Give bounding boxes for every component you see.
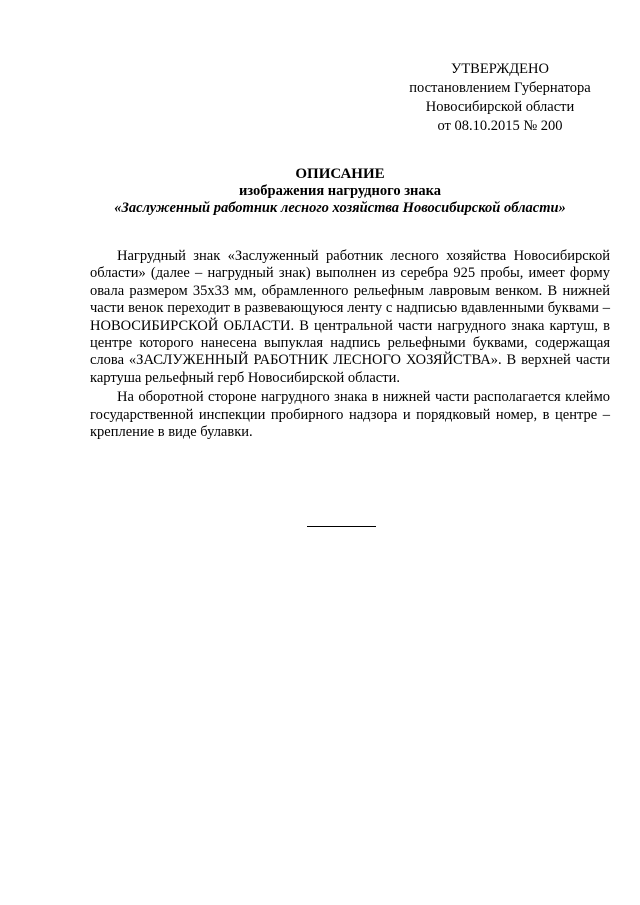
approval-block [400, 60, 600, 136]
approval-decree: постановлением Губернатора [409, 80, 591, 96]
document-heading [60, 166, 620, 217]
approval-date-number: от 08.10.2015 № 200 [437, 118, 563, 134]
paragraph-reverse-side: На оборотной стороне нагрудного знака в нижней части располагается клеймо государственной инспекции пробирного надзора и порядковый номер, в центре – крепление в виде булавки. [90, 389, 610, 441]
document-body [90, 248, 610, 441]
approval-region: Новосибирской области [425, 99, 575, 115]
approval-label: УТВЕРЖДЕНО [451, 61, 549, 77]
end-divider [307, 526, 376, 527]
document-title: ОПИСАНИЕ [295, 166, 385, 182]
badge-name: «Заслуженный работник лесного хозяйства Новосибирской области» [114, 200, 566, 216]
paragraph-front-side: Нагрудный знак «Заслуженный работник лесного хозяйства Новосибирской области» (далее – нагрудный знак) выполнен из серебра 925 пробы, имеет форму овала размером 35х33 мм, обрамленного рельефным лавровым венком. В нижней части венок переходит в развевающуюся ленту с надписью вдавленными буквами – НОВОСИБИРСКОЙ ОБЛАСТИ. В центральной части нагрудного знака картуш, в центре которого нанесена выпуклая надпись рельефными буквами, содержащая слова «ЗАСЛУЖЕННЫЙ РАБОТНИК ЛЕСНОГО ХОЗЯЙСТВА». В верхней части картуша рельефный герб Новосибирской области. [90, 248, 610, 386]
document-subtitle: изображения нагрудного знака [238, 183, 442, 199]
